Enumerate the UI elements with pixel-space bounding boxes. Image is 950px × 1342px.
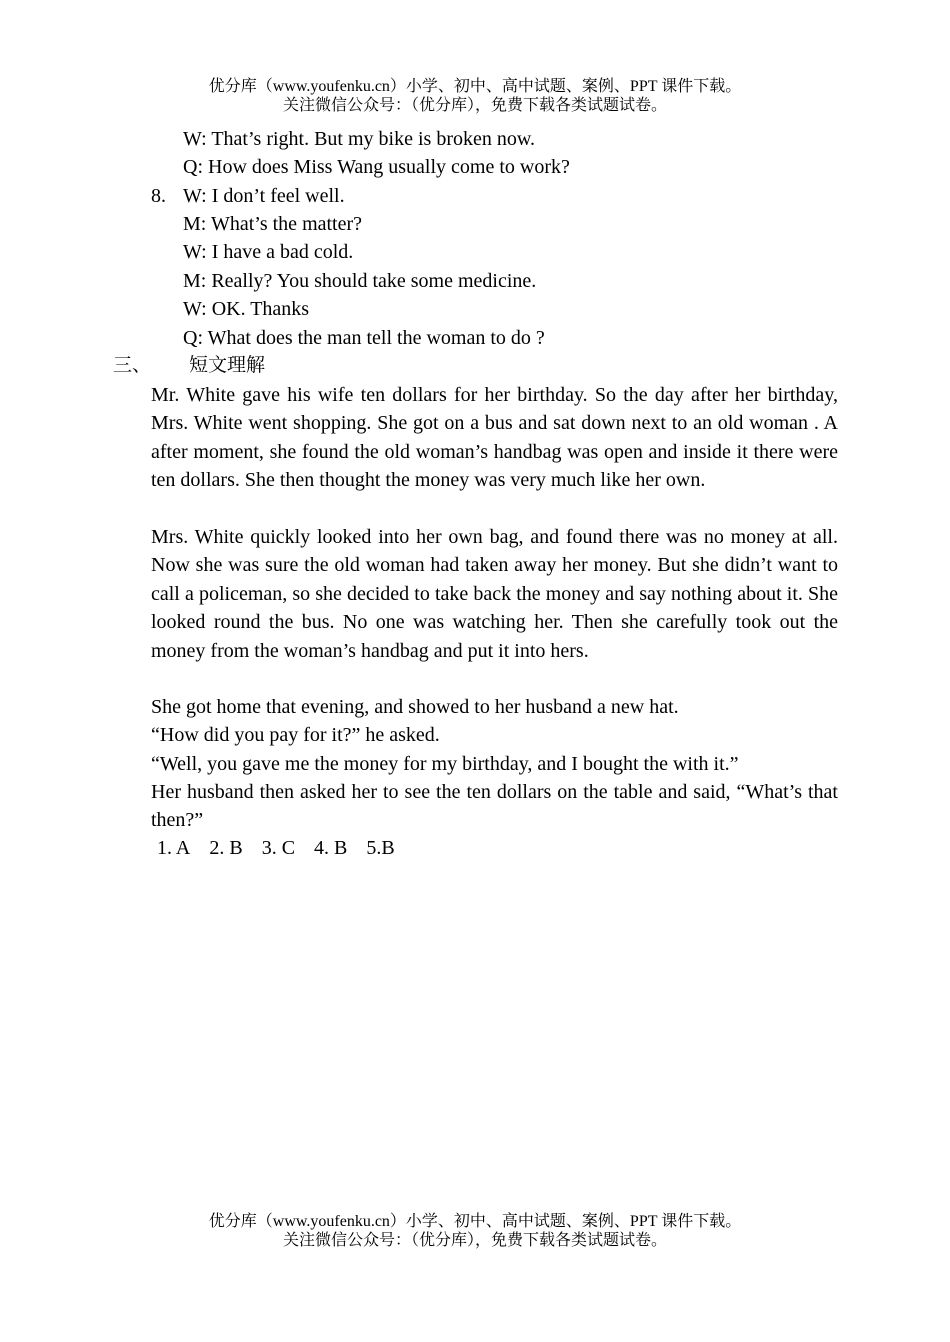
passage-paragraph-2: Mrs. White quickly looked into her own bag, and found there was no money at all. Now she was sure the old woman had taken away her money. But she didn’t want to call a policeman, so she decided to take back the money and say nothing about it. She looked round the bus. No one was watching her. Then she carefully took out the money from the woman’s handbag and put it into hers. xyxy=(151,526,838,662)
dialog-8-line-5: W: OK. Thanks xyxy=(183,298,310,320)
dialog-8-line-3: W: I have a bad cold. xyxy=(183,241,354,263)
footer-line-2: 关注微信公众号：（优分库），免费下载各类试题试卷。 xyxy=(282,1232,667,1249)
page-footer xyxy=(0,1212,950,1250)
header-line-1: 优分库（www.youfenku.cn）小学、初中、高中试题、案例、PPT 课件下载。 xyxy=(208,78,742,95)
passage-paragraph-6: Her husband then asked her to see the ten dollars on the table and said, “What’s that then?” xyxy=(151,781,838,832)
answer-2: 2. B xyxy=(209,837,243,859)
page-header xyxy=(0,77,950,115)
dialog-8-number: 8. xyxy=(151,185,166,207)
section-3-title: 短文理解 xyxy=(189,355,266,376)
answer-key xyxy=(157,834,409,862)
passage-paragraph-1: Mr. White gave his wife ten dollars for her birthday. So the day after her birthday, Mrs. White went shopping. She got on a bus and sat down next to an old woman . A after moment, she found the old woman’s handbag was open and inside it there were ten dollars. She then thought the money was very much like her own. xyxy=(151,384,838,492)
answer-5: 5.B xyxy=(366,837,395,859)
dialog-8-question: Q: What does the man tell the woman to do ? xyxy=(183,327,545,349)
answer-3: 3. C xyxy=(261,837,296,859)
answer-4: 4. B xyxy=(314,837,348,859)
dialog-7-question: Q: How does Miss Wang usually come to work? xyxy=(183,156,570,178)
dialog-8-line-2: M: What’s the matter? xyxy=(183,213,363,235)
passage-paragraph-4: “How did you pay for it?” he asked. xyxy=(151,724,440,746)
footer-line-1: 优分库（www.youfenku.cn）小学、初中、高中试题、案例、PPT 课件下载。 xyxy=(208,1213,742,1230)
answer-1: 1. A xyxy=(157,837,191,859)
passage-paragraph-5: “Well, you gave me the money for my birthday, and I bought the with it.” xyxy=(151,753,739,775)
dialog-8-line-1: W: I don’t feel well. xyxy=(183,185,345,207)
dialog-7-line-1: W: That’s right. But my bike is broken now. xyxy=(183,128,536,150)
passage-paragraph-3: She got home that evening, and showed to her husband a new hat. xyxy=(151,696,679,718)
header-line-2: 关注微信公众号：（优分库），免费下载各类试题试卷。 xyxy=(282,97,667,114)
dialog-8-line-4: M: Really? You should take some medicine. xyxy=(183,270,537,292)
section-3-number: 三、 xyxy=(113,355,152,376)
